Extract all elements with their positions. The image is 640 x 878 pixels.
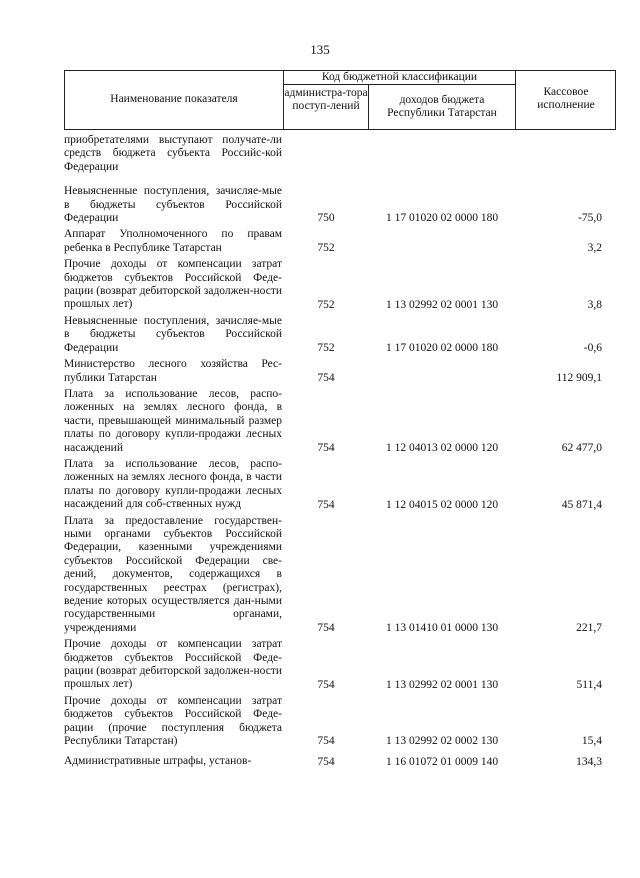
row-name: Плата за использование лесов, распо-ложенных на землях лесного фонда, в части, превышающей минимальный размер платы по договору купли-продажи лесных насаждений [64,387,282,454]
row-amount: 3,2 [587,242,602,255]
row-admin-code: 752 [317,298,335,311]
row-name: Министерство лесного хозяйства Рес-публики Татарстан [64,358,282,384]
row-amount: -75,0 [578,212,602,225]
table-row [64,183,616,226]
row-admin-code: 754 [317,678,335,691]
table-row [64,386,616,456]
row-income-code: 1 13 02992 02 0002 130 [385,735,499,748]
row-income-code: 1 17 01020 02 0000 180 [385,212,499,225]
row-admin-code: 754 [317,498,335,511]
row-admin-code: 750 [317,212,335,225]
header-right-border [615,70,616,130]
row-income-code: 1 13 01410 01 0000 130 [385,622,499,635]
row-admin-code: 754 [317,735,335,748]
row-income-code: 1 16 01072 01 0009 140 [385,755,499,768]
table-row [64,753,616,769]
row-amount: 3,8 [587,298,602,311]
header-group-underline [283,84,516,85]
row-income-code: 1 17 01020 02 0000 180 [385,342,499,355]
row-admin-code: 754 [317,622,335,635]
row-name: Плата за использование лесов, распо-ложенных на землях лесного фонда, в части платы по договору купли-продажи лесных насаждений для соб-ственных нужд [64,457,282,511]
row-amount: 511,4 [576,678,602,691]
row-amount: 112 909,1 [556,371,602,384]
table-row [64,513,616,637]
row-amount: 134,3 [576,755,602,768]
row-admin-code: 754 [317,441,335,454]
header-bottom-border [64,129,616,130]
table-row [64,313,616,356]
header-income-column: доходов бюджета Республики Татарстан [387,94,497,119]
table-header [64,70,616,130]
header-admin-column: администра-тора поступ-лений [284,87,368,112]
row-amount: 221,7 [576,622,602,635]
page-number: 135 [310,42,330,57]
table-row [64,226,616,256]
row-name: Невыясненные поступления, зачисляе-мые в бюджеты субъектов Российской Федерации [64,185,282,225]
row-admin-code: 754 [317,371,335,384]
header-budget-code-group: Код бюджетной классификации [321,71,478,83]
row-name: приобретателями выступают получате-ли средств бюджета субъекта Российс-кой Федерации [64,134,282,173]
row-admin-code: 752 [317,242,335,255]
row-income-code: 1 12 04015 02 0000 120 [385,498,499,511]
table-row [64,132,616,175]
row-amount: 15,4 [581,735,602,748]
header-name-column: Наименование показателя [110,93,238,105]
row-admin-code: 752 [317,342,335,355]
row-amount: 45 871,4 [561,498,602,511]
row-income-code: 1 12 04013 02 0000 120 [385,441,499,454]
table-row [64,693,616,750]
row-income-code: 1 13 02992 02 0001 130 [385,678,499,691]
table-row [64,356,616,386]
row-name: Невыясненные поступления, зачисляе-мые в бюджеты субъектов Российской Федерации [64,314,282,354]
table-row [64,636,616,693]
row-name: Плата за предоставление государствен-ными органами субъектов Российской Федерации, казенными учреждениями субъектов Российской Федерации све-дений, документов, содержащихся в государственных реестрах (регистрах), ведение которых осуществляется дан-ными государственными органами, учреждениями [64,514,282,634]
row-name: Прочие доходы от компенсации затрат бюджетов субъектов Российской Феде-рации (возврат дебиторской задолжен-ности прошлых лет) [64,258,282,311]
table-body [64,132,616,770]
row-amount: 62 477,0 [561,441,602,454]
table-row [64,256,616,313]
row-amount: -0,6 [583,342,602,355]
row-income-code: 1 13 02992 02 0001 130 [385,298,499,311]
row-name: Прочие доходы от компенсации затрат бюджетов субъектов Российской Феде-рации (прочие поступления бюджета Республики Татарстан) [64,694,282,748]
row-admin-code: 754 [317,755,335,768]
header-exec-column: Кассовое исполнение [537,86,595,111]
row-name: Аппарат Уполномоченного по правам ребенка в Республике Татарстан [64,228,282,254]
table-row [64,456,616,513]
header-divider-exec [515,70,516,130]
row-name: Административные штрафы, установ- [64,755,252,768]
row-name: Прочие доходы от компенсации затрат бюджетов субъектов Российской Феде-рации (возврат дебиторской задолжен-ности прошлых лет) [64,638,282,691]
